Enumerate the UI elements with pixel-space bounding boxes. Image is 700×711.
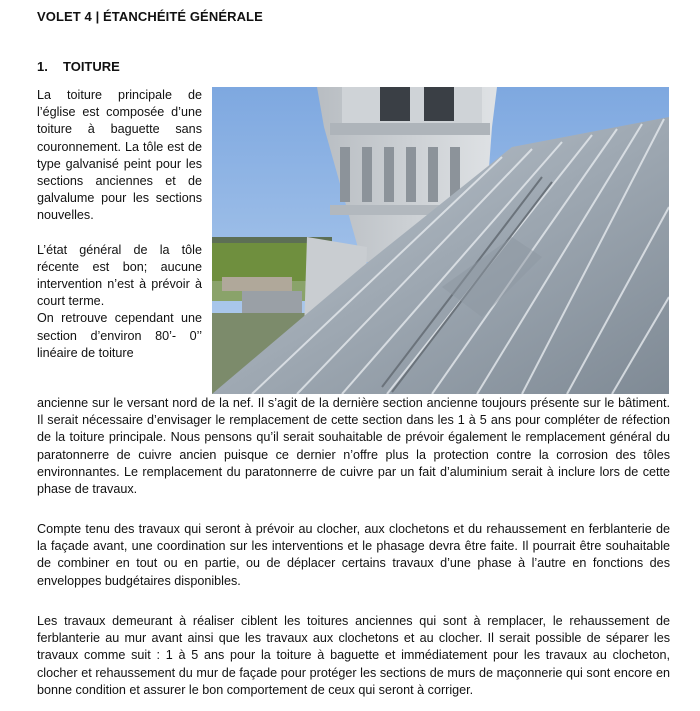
section-title: TOITURE	[63, 59, 120, 74]
paragraph-remaining-work	[37, 613, 670, 699]
paragraph-roof-description: La toiture principale de l’église est composée d’une toiture à baguette sans couronnement. La tôle est de type galvanisé peint pour les sections anciennes et de galvalume pour les sections nouvelles.	[37, 88, 202, 223]
paragraph-text: Les travaux demeurant à réaliser ciblent les toitures anciennes qui sont à remplacer, le rehaussement de ferblanterie au mur avant ainsi que les travaux aux clochetons et au clocher. Il serait possible de séparer les travaux comme suit : 1 à 5 ans pour la toiture à baguette et immédiatement pour les travaux au clocheton, clocher et rehaussement du mur de façade pour protéger les sections de murs de maçonnerie qui sont encore en bonne condition et assurer le bon comportement de ceux qui seront à corriger.	[37, 614, 670, 697]
roof-photo	[212, 87, 669, 394]
paragraph-coordination	[37, 521, 670, 590]
roof-photo-illustration	[212, 87, 669, 394]
section-number: 1.	[37, 59, 48, 74]
paragraph-old-section	[37, 395, 670, 498]
paragraph-old-section-start: On retrouve cependant une section d’environ 80’- 0’’ linéaire de toiture	[37, 311, 202, 360]
volet-heading: VOLET 4 | ÉTANCHÉITÉ GÉNÉRALE	[37, 9, 263, 24]
paragraph-roof-condition: L’état général de la tôle récente est bon; aucune intervention n’est à prévoir à court terme.	[37, 242, 202, 309]
section-heading	[37, 59, 120, 74]
paragraph-text: ancienne sur le versant nord de la nef. Il s’agit de la dernière section ancienne toujours présente sur le bâtiment. Il serait nécessaire d’envisager le remplacement de cette section dans les 1 à 5 ans pour compléter de réfection de la toiture principale. Nous pensons qu’il serait souhaitable de prévoir également le remplacement général du paratonnerre de cuivre ancien puisque ce dernier n’offre plus la protection contre la corrosion des tôles environnantes. Le remplacement du paratonnerre de cuivre par un fait d’aluminium serait à inclure lors de cette phase de travaux.	[37, 396, 670, 497]
wrapped-text-column	[37, 87, 202, 362]
paragraph-text: Compte tenu des travaux qui seront à prévoir au clocher, aux clochetons et du rehaussement en ferblanterie de la façade avant, une coordination sur les interventions et le phasage devra être faite. Il pourrait être souhaitable de combiner en tout ou en partie, ou de déplacer certains travaux d’une phase à l’autre en fonctions des enveloppes budgétaires disponibles.	[37, 522, 670, 588]
